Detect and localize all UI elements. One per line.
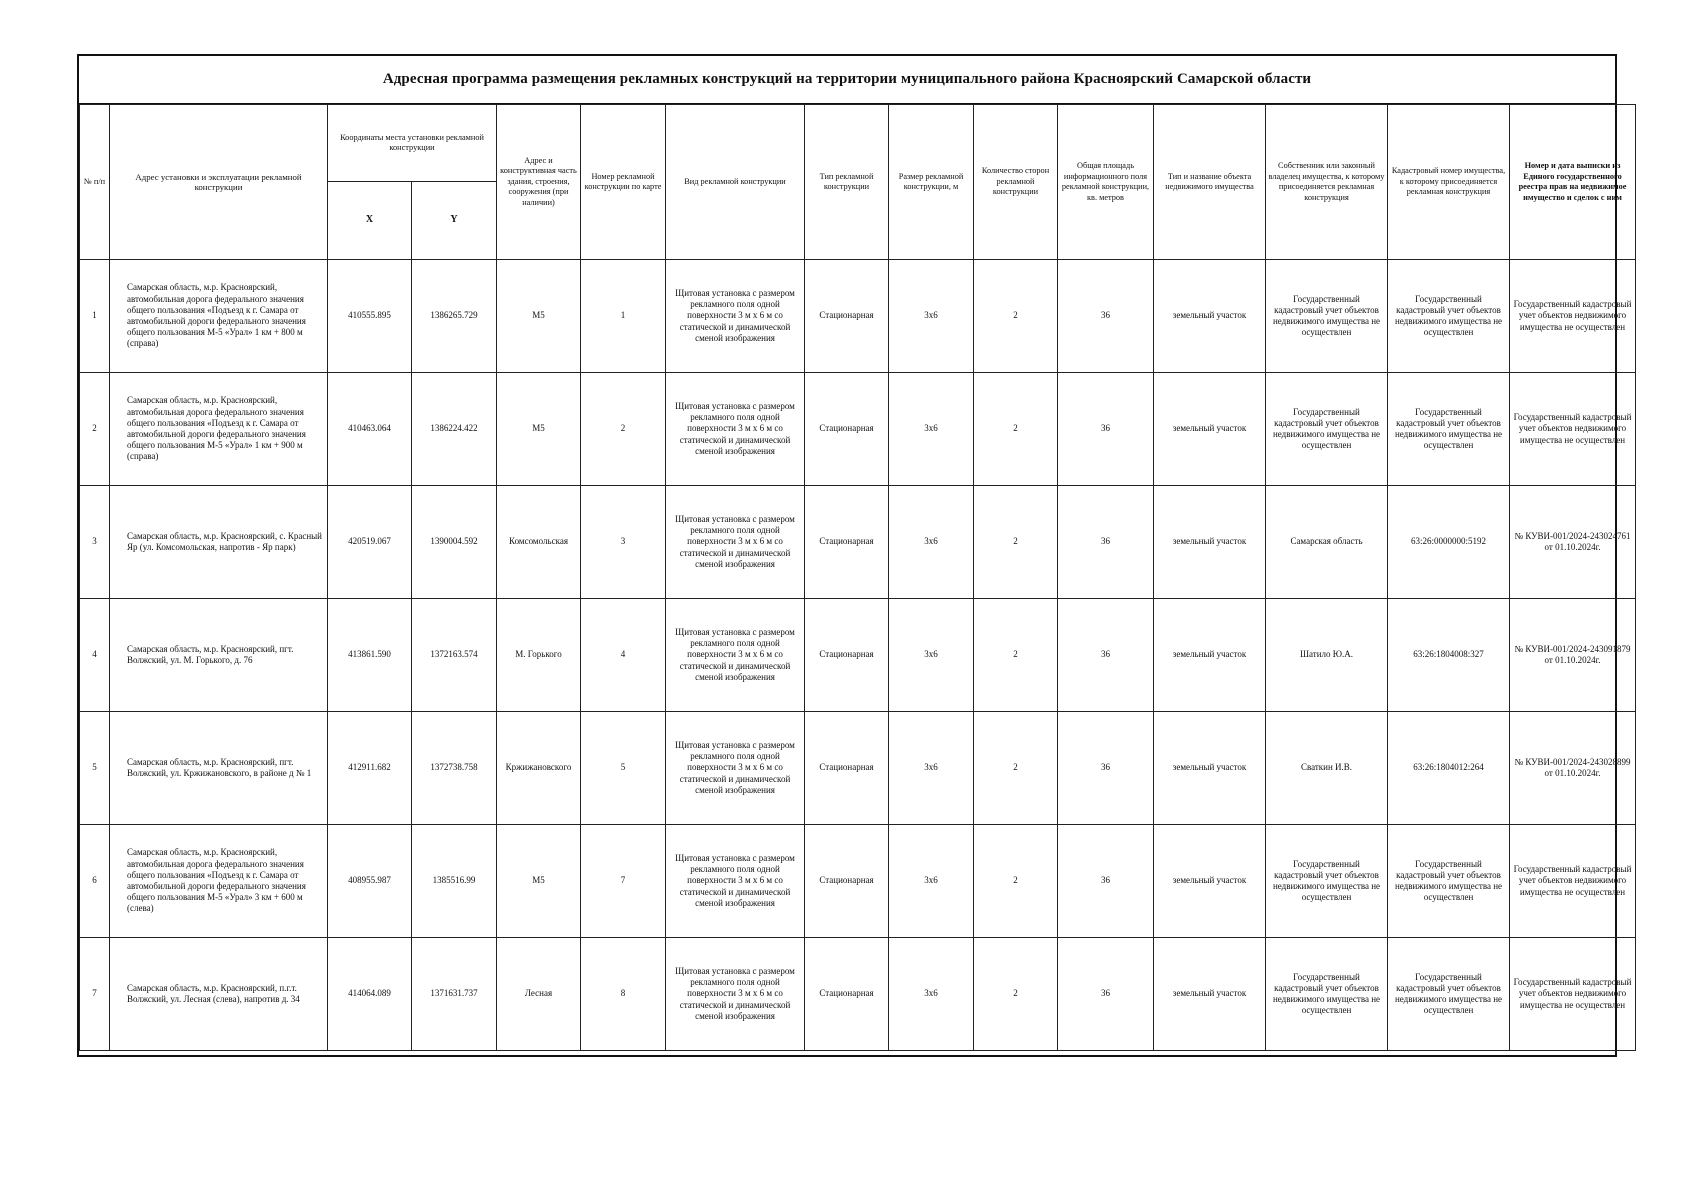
cell-extract: Государственный кадастровый учет объектов недвижимого имущества не осуществлен bbox=[1510, 938, 1636, 1051]
cell-x: 408955.987 bbox=[328, 825, 412, 938]
cell-type: Стационарная bbox=[805, 486, 889, 599]
cell-x: 410463.064 bbox=[328, 373, 412, 486]
header-extract: Номер и дата выписки из Единого государственного реестра прав на недвижимое имущество и сделок с ним bbox=[1510, 105, 1636, 260]
cell-area: 36 bbox=[1058, 712, 1154, 825]
cell-address: Самарская область, м.р. Красноярский, автомобильная дорога федерального значения общего пользования «Подъезд к г. Самара от автомобильной дороги федерального значения общего пользования М-5 «Урал» 3 км + 600 м (слева) bbox=[110, 825, 328, 938]
cell-cadastral: Государственный кадастровый учет объектов недвижимого имущества не осуществлен bbox=[1388, 825, 1510, 938]
cell-y: 1372163.574 bbox=[412, 599, 497, 712]
document-sheet bbox=[77, 54, 1632, 1057]
cell-address: Самарская область, м.р. Красноярский, п.г.т. Волжский, ул. Лесная (слева), напротив д. 34 bbox=[110, 938, 328, 1051]
cell-num: 4 bbox=[80, 599, 110, 712]
table-row bbox=[80, 260, 1636, 373]
header-size: Размер рекламной конструкции, м bbox=[889, 105, 974, 260]
cell-size: 3х6 bbox=[889, 938, 974, 1051]
table-row bbox=[80, 712, 1636, 825]
cell-address: Самарская область, м.р. Красноярский, пгт. Волжский, ул. М. Горького, д. 76 bbox=[110, 599, 328, 712]
header-y: Y bbox=[412, 182, 497, 260]
cell-area: 36 bbox=[1058, 373, 1154, 486]
table-row bbox=[80, 938, 1636, 1051]
cell-num: 2 bbox=[80, 373, 110, 486]
cell-x: 410555.895 bbox=[328, 260, 412, 373]
cell-size: 3х6 bbox=[889, 486, 974, 599]
cell-view: Щитовая установка с размером рекламного поля одной поверхности 3 м х 6 м со статической и динамической сменой изображения bbox=[666, 599, 805, 712]
cell-sides: 2 bbox=[974, 712, 1058, 825]
cell-extract: № КУВИ-001/2024-243024761 от 01.10.2024г. bbox=[1510, 486, 1636, 599]
cell-y: 1390004.592 bbox=[412, 486, 497, 599]
cell-num: 3 bbox=[80, 486, 110, 599]
cell-cadastral: 63:26:0000000:5192 bbox=[1388, 486, 1510, 599]
cell-address: Самарская область, м.р. Красноярский, автомобильная дорога федерального значения общего пользования «Подъезд к г. Самара от автомобильной дороги федерального значения общего пользования М-5 «Урал» 1 км + 900 м (справа) bbox=[110, 373, 328, 486]
cell-owner: Сваткин И.В. bbox=[1266, 712, 1388, 825]
cell-type: Стационарная bbox=[805, 599, 889, 712]
cell-num: 5 bbox=[80, 712, 110, 825]
cell-size: 3х6 bbox=[889, 599, 974, 712]
cell-extract: Государственный кадастровый учет объектов недвижимого имущества не осуществлен bbox=[1510, 260, 1636, 373]
cell-map-num: 1 bbox=[581, 260, 666, 373]
header-num: № п/п bbox=[80, 105, 110, 260]
header-cadastral: Кадастровый номер имущества, к которому присоединяется рекламная конструкция bbox=[1388, 105, 1510, 260]
cell-owner: Шатило Ю.А. bbox=[1266, 599, 1388, 712]
cell-address: Самарская область, м.р. Красноярский, с. Красный Яр (ул. Комсомольская, напротив - Яр парк) bbox=[110, 486, 328, 599]
cell-sides: 2 bbox=[974, 486, 1058, 599]
header-map-num: Номер рекламной конструкции по карте bbox=[581, 105, 666, 260]
cell-building: М5 bbox=[497, 260, 581, 373]
cell-map-num: 5 bbox=[581, 712, 666, 825]
cell-extract: № КУВИ-001/2024-243028899 от 01.10.2024г. bbox=[1510, 712, 1636, 825]
cell-type: Стационарная bbox=[805, 260, 889, 373]
cell-sides: 2 bbox=[974, 825, 1058, 938]
header-x: X bbox=[328, 182, 412, 260]
cell-view: Щитовая установка с размером рекламного поля одной поверхности 3 м х 6 м со статической и динамической сменой изображения bbox=[666, 938, 805, 1051]
cell-y: 1386224.422 bbox=[412, 373, 497, 486]
cell-x: 412911.682 bbox=[328, 712, 412, 825]
cell-building: М. Горького bbox=[497, 599, 581, 712]
cell-type: Стационарная bbox=[805, 712, 889, 825]
header-object: Тип и название объекта недвижимого имущества bbox=[1154, 105, 1266, 260]
cell-building: Лесная bbox=[497, 938, 581, 1051]
cell-sides: 2 bbox=[974, 260, 1058, 373]
cell-object: земельный участок bbox=[1154, 260, 1266, 373]
cell-object: земельный участок bbox=[1154, 486, 1266, 599]
cell-num: 7 bbox=[80, 938, 110, 1051]
cell-type: Стационарная bbox=[805, 373, 889, 486]
table-header bbox=[80, 105, 1636, 260]
cell-extract: Государственный кадастровый учет объектов недвижимого имущества не осуществлен bbox=[1510, 825, 1636, 938]
cell-owner: Государственный кадастровый учет объектов недвижимого имущества не осуществлен bbox=[1266, 260, 1388, 373]
header-coords: Координаты места установки рекламной конструкции bbox=[328, 105, 497, 182]
cell-area: 36 bbox=[1058, 599, 1154, 712]
cell-y: 1385516.99 bbox=[412, 825, 497, 938]
cell-size: 3х6 bbox=[889, 825, 974, 938]
cell-owner: Самарская область bbox=[1266, 486, 1388, 599]
cell-sides: 2 bbox=[974, 938, 1058, 1051]
cell-building: Комсомольская bbox=[497, 486, 581, 599]
cell-extract: Государственный кадастровый учет объектов недвижимого имущества не осуществлен bbox=[1510, 373, 1636, 486]
header-view: Вид рекламной конструкции bbox=[666, 105, 805, 260]
cell-num: 1 bbox=[80, 260, 110, 373]
table-body bbox=[80, 260, 1636, 1051]
cell-y: 1371631.737 bbox=[412, 938, 497, 1051]
cell-size: 3х6 bbox=[889, 712, 974, 825]
cell-size: 3х6 bbox=[889, 260, 974, 373]
cell-cadastral: 63:26:1804012:264 bbox=[1388, 712, 1510, 825]
cell-map-num: 7 bbox=[581, 825, 666, 938]
cell-cadastral: Государственный кадастровый учет объектов недвижимого имущества не осуществлен bbox=[1388, 260, 1510, 373]
cell-owner: Государственный кадастровый учет объектов недвижимого имущества не осуществлен bbox=[1266, 938, 1388, 1051]
cell-object: земельный участок bbox=[1154, 599, 1266, 712]
cell-type: Стационарная bbox=[805, 938, 889, 1051]
header-owner: Собственник или законный владелец имущества, к которому присоединяется рекламная конструкция bbox=[1266, 105, 1388, 260]
cell-size: 3х6 bbox=[889, 373, 974, 486]
table-row bbox=[80, 373, 1636, 486]
cell-y: 1386265.729 bbox=[412, 260, 497, 373]
cell-x: 413861.590 bbox=[328, 599, 412, 712]
cell-area: 36 bbox=[1058, 486, 1154, 599]
cell-area: 36 bbox=[1058, 825, 1154, 938]
cell-object: земельный участок bbox=[1154, 712, 1266, 825]
header-area: Общая площадь информационного поля рекламной конструкции, кв. метров bbox=[1058, 105, 1154, 260]
cell-object: земельный участок bbox=[1154, 373, 1266, 486]
document-title: Адресная программа размещения рекламных конструкций на территории муниципального района Красноярский Самарской области bbox=[79, 56, 1615, 104]
cell-building: Кржижановского bbox=[497, 712, 581, 825]
cell-x: 420519.067 bbox=[328, 486, 412, 599]
cell-x: 414064.089 bbox=[328, 938, 412, 1051]
cell-cadastral: Государственный кадастровый учет объектов недвижимого имущества не осуществлен bbox=[1388, 373, 1510, 486]
cell-view: Щитовая установка с размером рекламного поля одной поверхности 3 м х 6 м со статической и динамической сменой изображения bbox=[666, 486, 805, 599]
cell-y: 1372738.758 bbox=[412, 712, 497, 825]
cell-map-num: 4 bbox=[581, 599, 666, 712]
cell-object: земельный участок bbox=[1154, 938, 1266, 1051]
header-building: Адрес и конструктивная часть здания, строения, сооружения (при наличии) bbox=[497, 105, 581, 260]
cell-cadastral: Государственный кадастровый учет объектов недвижимого имущества не осуществлен bbox=[1388, 938, 1510, 1051]
cell-owner: Государственный кадастровый учет объектов недвижимого имущества не осуществлен bbox=[1266, 825, 1388, 938]
cell-view: Щитовая установка с размером рекламного поля одной поверхности 3 м х 6 м со статической и динамической сменой изображения bbox=[666, 712, 805, 825]
cell-num: 6 bbox=[80, 825, 110, 938]
table-row bbox=[80, 599, 1636, 712]
table-row bbox=[80, 825, 1636, 938]
cell-map-num: 3 bbox=[581, 486, 666, 599]
cell-address: Самарская область, м.р. Красноярский, автомобильная дорога федерального значения общего пользования «Подъезд к г. Самара от автомобильной дороги федерального значения общего пользования М-5 «Урал» 1 км + 800 м (справа) bbox=[110, 260, 328, 373]
cell-cadastral: 63:26:1804008:327 bbox=[1388, 599, 1510, 712]
header-address: Адрес установки и эксплуатации рекламной конструкции bbox=[110, 105, 328, 260]
header-sides: Количество сторон рекламной конструкции bbox=[974, 105, 1058, 260]
cell-sides: 2 bbox=[974, 599, 1058, 712]
cell-view: Щитовая установка с размером рекламного поля одной поверхности 3 м х 6 м со статической и динамической сменой изображения bbox=[666, 825, 805, 938]
cell-sides: 2 bbox=[974, 373, 1058, 486]
advertising-table bbox=[79, 104, 1636, 1051]
cell-type: Стационарная bbox=[805, 825, 889, 938]
cell-building: М5 bbox=[497, 825, 581, 938]
cell-owner: Государственный кадастровый учет объектов недвижимого имущества не осуществлен bbox=[1266, 373, 1388, 486]
cell-building: М5 bbox=[497, 373, 581, 486]
cell-address: Самарская область, м.р. Красноярский, пгт. Волжский, ул. Кржижановского, в районе д № 1 bbox=[110, 712, 328, 825]
cell-extract: № КУВИ-001/2024-243091879 от 01.10.2024г. bbox=[1510, 599, 1636, 712]
cell-map-num: 2 bbox=[581, 373, 666, 486]
cell-object: земельный участок bbox=[1154, 825, 1266, 938]
cell-area: 36 bbox=[1058, 938, 1154, 1051]
table-row bbox=[80, 486, 1636, 599]
cell-view: Щитовая установка с размером рекламного поля одной поверхности 3 м х 6 м со статической и динамической сменой изображения bbox=[666, 373, 805, 486]
header-type: Тип рекламной конструкции bbox=[805, 105, 889, 260]
cell-area: 36 bbox=[1058, 260, 1154, 373]
cell-map-num: 8 bbox=[581, 938, 666, 1051]
cell-view: Щитовая установка с размером рекламного поля одной поверхности 3 м х 6 м со статической и динамической сменой изображения bbox=[666, 260, 805, 373]
